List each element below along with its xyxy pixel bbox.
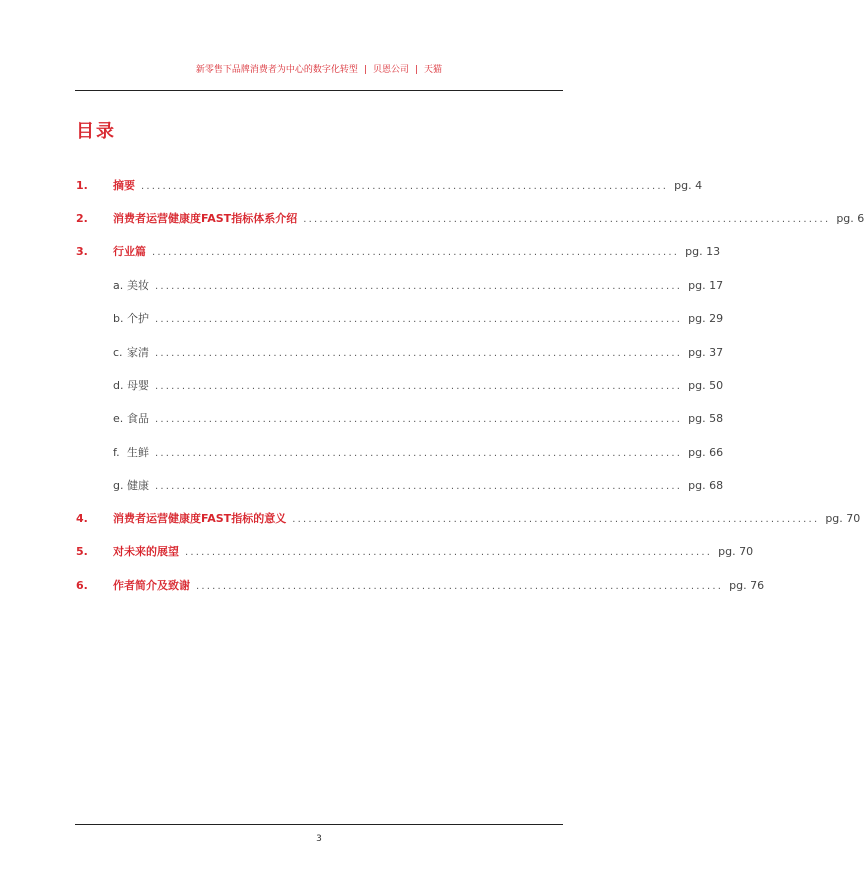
toc-letter: f. — [113, 446, 120, 459]
toc-label: 母婴 — [127, 379, 149, 392]
toc-label: 对未来的展望 — [113, 545, 179, 558]
toc-letter: c. — [113, 346, 123, 359]
toc-entry-authors[interactable] — [76, 578, 765, 594]
toc-leader: .................................................................................................. — [141, 181, 669, 192]
toc-subentry-home-care[interactable] — [76, 345, 724, 361]
header-separator: | — [363, 65, 367, 75]
toc-number: 6. — [76, 579, 88, 592]
toc-leader: .................................................................................................. — [292, 514, 820, 525]
toc-page-ref: pg. 37 — [688, 346, 724, 359]
toc-page-ref: pg. 4 — [674, 179, 703, 192]
toc-label: 消费者运营健康度FAST指标的意义 — [113, 512, 287, 525]
toc-number: 3. — [76, 245, 88, 258]
toc-leader: .................................................................................................. — [155, 281, 683, 292]
toc-entry-fast-intro[interactable] — [76, 211, 864, 227]
toc-leader: .................................................................................................. — [155, 314, 683, 325]
toc-page-ref: pg. 58 — [688, 412, 724, 425]
toc-label: 健康 — [127, 479, 149, 492]
toc-page-ref: pg. 66 — [688, 446, 724, 459]
running-header — [0, 62, 638, 75]
toc-leader: .................................................................................................. — [155, 348, 683, 359]
toc-leader: .................................................................................................. — [155, 448, 683, 459]
toc-page-ref: pg. 70 — [825, 512, 861, 525]
toc-subentry-fresh[interactable] — [76, 445, 724, 461]
toc-letter: g. — [113, 479, 124, 492]
toc-leader: .................................................................................................. — [155, 481, 683, 492]
toc-letter: a. — [113, 279, 124, 292]
header-rule — [75, 90, 563, 91]
toc-leader: .................................................................................................. — [155, 414, 683, 425]
toc-label: 作者简介及致谢 — [113, 579, 190, 592]
toc-leader: .................................................................................................. — [303, 214, 831, 225]
toc-entry-fast-meaning[interactable] — [76, 511, 861, 527]
toc-page-ref: pg. 70 — [718, 545, 754, 558]
toc-letter: b. — [113, 312, 124, 325]
toc-number: 1. — [76, 179, 88, 192]
toc-subentry-mother-baby[interactable] — [76, 378, 724, 394]
toc-subentry-personal-care[interactable] — [76, 311, 724, 327]
toc-letter: d. — [113, 379, 124, 392]
org-bain: 贝恩公司 — [372, 65, 409, 75]
toc-page-ref: pg. 50 — [688, 379, 724, 392]
toc-entry-abstract[interactable] — [76, 178, 703, 194]
toc-label: 家清 — [127, 346, 149, 359]
page-title: 目录 — [76, 121, 116, 142]
report-title: 新零售下品牌消费者为中心的数字化转型 — [195, 65, 358, 75]
toc-label: 美妆 — [127, 279, 149, 292]
toc-page-ref: pg. 6 — [836, 212, 864, 225]
toc-leader: .................................................................................................. — [152, 247, 680, 258]
toc-number: 4. — [76, 512, 88, 525]
page-number: 3 — [316, 834, 322, 844]
toc-page-ref: pg. 13 — [685, 245, 721, 258]
toc-leader: .................................................................................................. — [196, 581, 724, 592]
footer-rule — [75, 824, 563, 825]
toc-number: 5. — [76, 545, 88, 558]
header-separator: | — [415, 65, 419, 75]
toc-label: 食品 — [127, 412, 149, 425]
toc-entry-outlook[interactable] — [76, 544, 754, 560]
toc-label: 摘要 — [113, 179, 135, 192]
toc-letter: e. — [113, 412, 124, 425]
toc-page-ref: pg. 76 — [729, 579, 765, 592]
toc-subentry-health[interactable] — [76, 478, 724, 494]
toc-subentry-beauty[interactable] — [76, 278, 724, 294]
toc-label: 行业篇 — [113, 245, 146, 258]
org-tmall: 天猫 — [424, 65, 443, 75]
toc-page-ref: pg. 17 — [688, 279, 724, 292]
toc-subentry-food[interactable] — [76, 411, 724, 427]
toc-number: 2. — [76, 212, 88, 225]
toc-leader: .................................................................................................. — [155, 381, 683, 392]
toc-label: 个护 — [127, 312, 149, 325]
toc-page-ref: pg. 29 — [688, 312, 724, 325]
toc-label: 生鲜 — [127, 446, 149, 459]
toc-page-ref: pg. 68 — [688, 479, 724, 492]
toc-label: 消费者运营健康度FAST指标体系介绍 — [113, 212, 298, 225]
toc-entry-industry[interactable] — [76, 244, 721, 260]
toc-leader: .................................................................................................. — [185, 547, 713, 558]
